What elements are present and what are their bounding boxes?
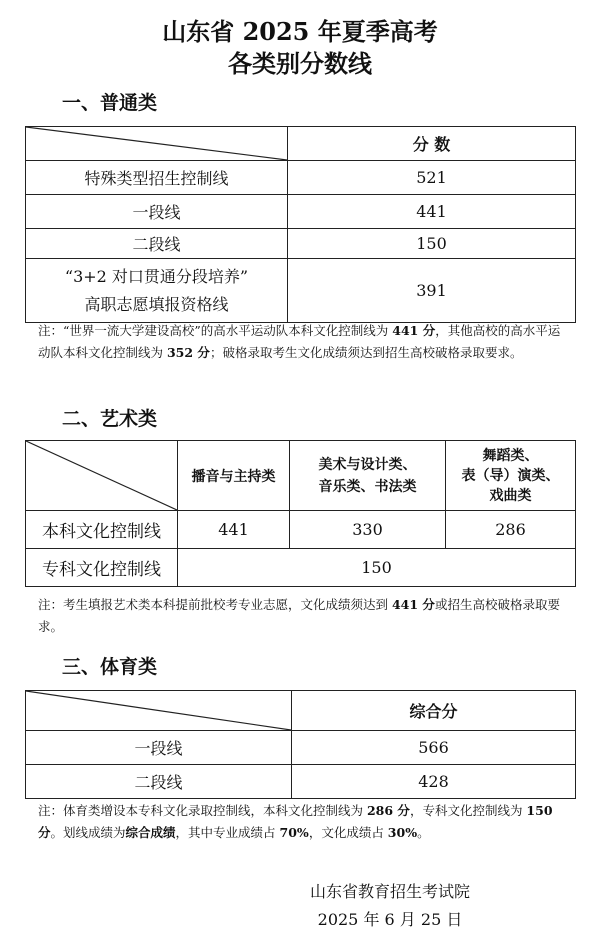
note-text: ；破格录取考生文化成绩须达到招生高校破格录取要求。	[209, 345, 523, 360]
note-text: ，专科文化控制线为	[409, 803, 527, 818]
row-label-line2: 高职志愿填报资格线	[84, 294, 229, 314]
note-bold: 352 分	[166, 345, 210, 360]
note-bold: 441 分	[392, 323, 436, 338]
row-label-3plus2	[26, 259, 288, 323]
row-score: 286	[446, 511, 576, 549]
section-heading-sports: 三、体育类	[62, 656, 158, 678]
row-label: 专科文化控制线	[26, 549, 178, 587]
note-text: 注：体育类增设本专科文化录取控制线，本科文化控制线为	[38, 803, 367, 818]
diagonal-line-icon	[26, 691, 291, 730]
sports-note	[38, 800, 568, 844]
note-text: 或招生高校破格录取要求。	[38, 597, 560, 634]
row-score: 521	[288, 161, 576, 195]
row-score-merged: 150	[178, 549, 576, 587]
diagonal-line-icon	[26, 441, 177, 510]
art-score-table	[25, 440, 576, 587]
row-label: 二段线	[26, 229, 288, 259]
page-title-line1: 山东省 2025 年夏季高考	[162, 17, 438, 46]
header-line: 音乐类、书法类	[318, 478, 417, 495]
note-bold: 30%	[387, 825, 418, 840]
diagonal-header-cell	[26, 691, 292, 731]
note-text: 注：考生填报艺术类本科提前批校考专业志愿，文化成绩须达到	[38, 597, 392, 612]
row-score: 566	[292, 731, 576, 765]
row-score: 428	[292, 765, 576, 799]
page-title-line2: 各类别分数线	[228, 49, 372, 78]
art-note	[38, 594, 568, 638]
col-header-fineart	[290, 441, 446, 511]
header-line: 舞蹈类、	[482, 447, 539, 464]
row-label: 二段线	[26, 765, 292, 799]
row-label: 特殊类型招生控制线	[26, 161, 288, 195]
note-text: 。划线成绩为	[50, 825, 126, 840]
header-line: 美术与设计类、	[318, 456, 417, 473]
section-heading-art: 二、艺术类	[62, 408, 158, 430]
header-line: 表（导）演类、	[461, 467, 560, 484]
general-score-table	[25, 126, 576, 323]
row-score: 150	[288, 229, 576, 259]
sports-score-table	[25, 690, 576, 799]
diagonal-line-icon	[26, 127, 287, 160]
note-bold: 综合成绩	[125, 825, 176, 840]
note-bold: 70%	[279, 825, 309, 840]
row-score: 441	[288, 195, 576, 229]
score-column-header: 综合分	[292, 691, 576, 731]
col-header-dance	[446, 441, 576, 511]
diagonal-header-cell	[26, 127, 288, 161]
note-text: ，其中专业成绩占	[175, 825, 280, 840]
row-score: 391	[288, 259, 576, 323]
note-bold: 286 分	[366, 803, 410, 818]
section-heading-general: 一、普通类	[62, 92, 158, 114]
row-score: 330	[290, 511, 446, 549]
issue-date: 2025 年 6 月 25 日	[317, 910, 463, 929]
row-label: 本科文化控制线	[26, 511, 178, 549]
col-header-broadcast: 播音与主持类	[178, 441, 290, 511]
note-text: 。	[417, 825, 430, 840]
row-label: 一段线	[26, 731, 292, 765]
row-label: 一段线	[26, 195, 288, 229]
score-column-header: 分 数	[288, 127, 576, 161]
note-bold: 441 分	[391, 597, 435, 612]
issuing-organization: 山东省教育招生考试院	[309, 882, 470, 901]
row-score: 441	[178, 511, 290, 549]
note-text: 注：“世界一流大学建设高校”的高水平运动队本科文化控制线为	[38, 323, 393, 338]
note-text: ，其他高校的高水平运动队本科文化控制线为	[38, 323, 561, 360]
note-bold: 150 分	[38, 803, 553, 840]
note-text: ，文化成绩占	[308, 825, 388, 840]
general-note	[38, 320, 568, 364]
row-label-line1: “3+2 对口贯通分段培养”	[64, 266, 249, 286]
diagonal-header-cell	[26, 441, 178, 511]
header-line: 戏曲类	[489, 487, 532, 504]
